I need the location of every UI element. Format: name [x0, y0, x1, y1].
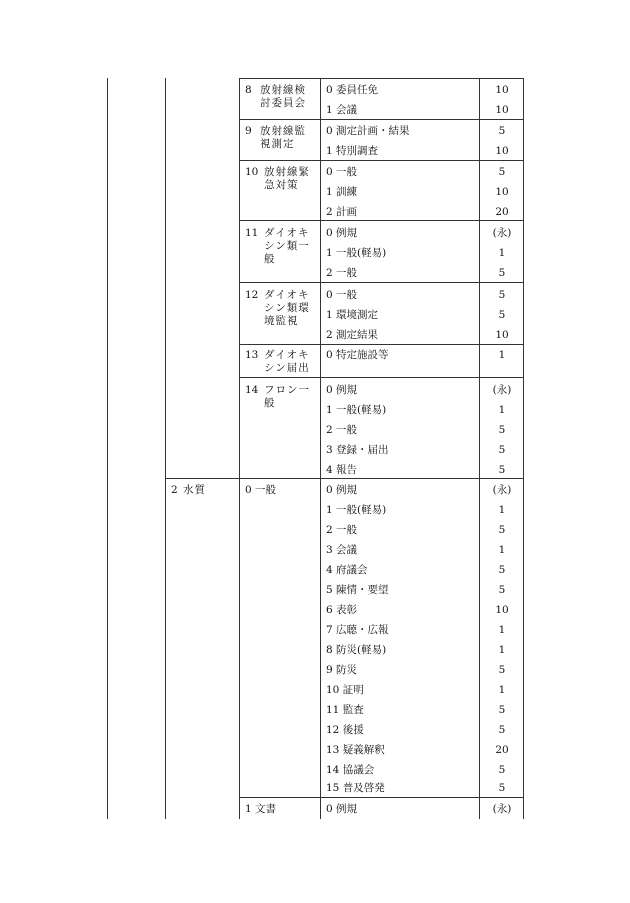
subcategory-label: 0 一般 [245, 484, 277, 496]
row-line [239, 282, 524, 283]
retention-years: 5 [498, 764, 506, 776]
item-label: 0 例規 [326, 484, 358, 496]
item-label: 14 協議会 [326, 764, 375, 776]
section-code: 10 [245, 166, 259, 178]
item-label: 0 一般 [326, 289, 358, 301]
item-label: 1 環境測定 [326, 309, 379, 321]
retention-years: 5 [498, 464, 506, 476]
item-label: 6 表彰 [326, 604, 358, 616]
retention-years: 10 [495, 186, 509, 198]
row-line [239, 797, 524, 798]
item-label: 2 計画 [326, 206, 358, 218]
section-name: 放射線緊急対策 [264, 166, 310, 191]
retention-years: (永) [492, 484, 512, 496]
item-label: 2 測定結果 [326, 329, 379, 341]
item-label: 10 証明 [326, 684, 364, 696]
retention-years: 5 [498, 166, 506, 178]
section-code: 8 [245, 84, 252, 96]
retention-years: 20 [495, 744, 509, 756]
section-code: 14 [245, 384, 259, 396]
retention-years: 1 [498, 644, 506, 656]
retention-years: 1 [498, 684, 506, 696]
section-code: 13 [245, 349, 259, 361]
column-line-4 [320, 78, 321, 819]
column-line-1 [107, 78, 108, 819]
retention-years: 5 [498, 564, 506, 576]
retention-years: 5 [498, 664, 506, 676]
retention-years: (永) [492, 803, 512, 815]
retention-years: 5 [498, 724, 506, 736]
retention-years: 5 [498, 782, 506, 794]
row-line [165, 478, 524, 479]
retention-years: (永) [492, 227, 512, 239]
item-label: 1 特別調査 [326, 145, 379, 157]
item-label: 3 会議 [326, 544, 358, 556]
retention-years: 5 [498, 125, 506, 137]
section-code: 11 [245, 227, 259, 239]
retention-years: 1 [498, 504, 506, 516]
item-label: 0 特定施設等 [326, 349, 389, 361]
retention-years: 10 [495, 84, 509, 96]
item-label: 1 一般(軽易) [326, 504, 387, 516]
item-label: 1 一般(軽易) [326, 247, 387, 259]
section-code: 12 [245, 289, 259, 301]
item-label: 12 後援 [326, 724, 364, 736]
retention-years: 5 [498, 424, 506, 436]
retention-years: 10 [495, 329, 509, 341]
retention-years: 5 [498, 584, 506, 596]
item-label: 13 疑義解釈 [326, 744, 385, 756]
retention-years: 5 [498, 444, 506, 456]
item-label: 2 一般 [326, 267, 358, 279]
category-label: 2 水質 [171, 484, 207, 496]
item-label: 3 登録・届出 [326, 444, 389, 456]
retention-years: 5 [498, 267, 506, 279]
row-line [239, 220, 524, 221]
item-label: 1 会議 [326, 104, 358, 116]
retention-years: 1 [498, 404, 506, 416]
retention-years: 1 [498, 247, 506, 259]
item-label: 2 一般 [326, 424, 358, 436]
row-line [239, 377, 524, 378]
retention-years: 5 [498, 524, 506, 536]
section-name: ダイオキシン届出 [264, 349, 310, 374]
retention-years: 10 [495, 604, 509, 616]
item-label: 0 例規 [326, 803, 358, 815]
retention-years: 20 [495, 206, 509, 218]
row-line [239, 119, 524, 120]
retention-years: 5 [498, 309, 506, 321]
item-label: 0 例規 [326, 227, 358, 239]
section-name: 放射線監視測定 [260, 125, 306, 150]
column-line-3 [239, 78, 240, 819]
item-label: 7 広聴・広報 [326, 624, 389, 636]
retention-years: (永) [492, 384, 512, 396]
subcategory-label: 1 文書 [245, 803, 277, 815]
row-line [239, 344, 524, 345]
section-name: フロン一般 [264, 384, 310, 409]
item-label: 15 普及啓発 [326, 782, 385, 794]
retention-years: 10 [495, 104, 509, 116]
item-label: 4 府議会 [326, 564, 368, 576]
item-label: 9 防災 [326, 664, 358, 676]
retention-years: 1 [498, 349, 506, 361]
section-code: 9 [245, 125, 252, 137]
item-label: 1 訓練 [326, 186, 358, 198]
retention-years: 1 [498, 544, 506, 556]
retention-years: 10 [495, 145, 509, 157]
section-name: ダイオキシン類一般 [264, 227, 310, 265]
row-line [239, 78, 524, 79]
item-label: 0 測定計画・結果 [326, 125, 410, 137]
retention-years: 1 [498, 624, 506, 636]
item-label: 2 一般 [326, 524, 358, 536]
item-label: 0 一般 [326, 166, 358, 178]
item-label: 4 報告 [326, 464, 358, 476]
item-label: 5 陳情・要望 [326, 584, 389, 596]
item-label: 11 監査 [326, 704, 364, 716]
section-name: 放射線検討委員会 [260, 84, 306, 109]
section-name: ダイオキシン類環境監視 [264, 289, 310, 327]
row-line [239, 160, 524, 161]
retention-years: 5 [498, 704, 506, 716]
column-line-2 [165, 78, 166, 819]
retention-years: 5 [498, 289, 506, 301]
item-label: 8 防災(軽易) [326, 644, 387, 656]
item-label: 0 例規 [326, 384, 358, 396]
item-label: 1 一般(軽易) [326, 404, 387, 416]
item-label: 0 委員任免 [326, 84, 379, 96]
